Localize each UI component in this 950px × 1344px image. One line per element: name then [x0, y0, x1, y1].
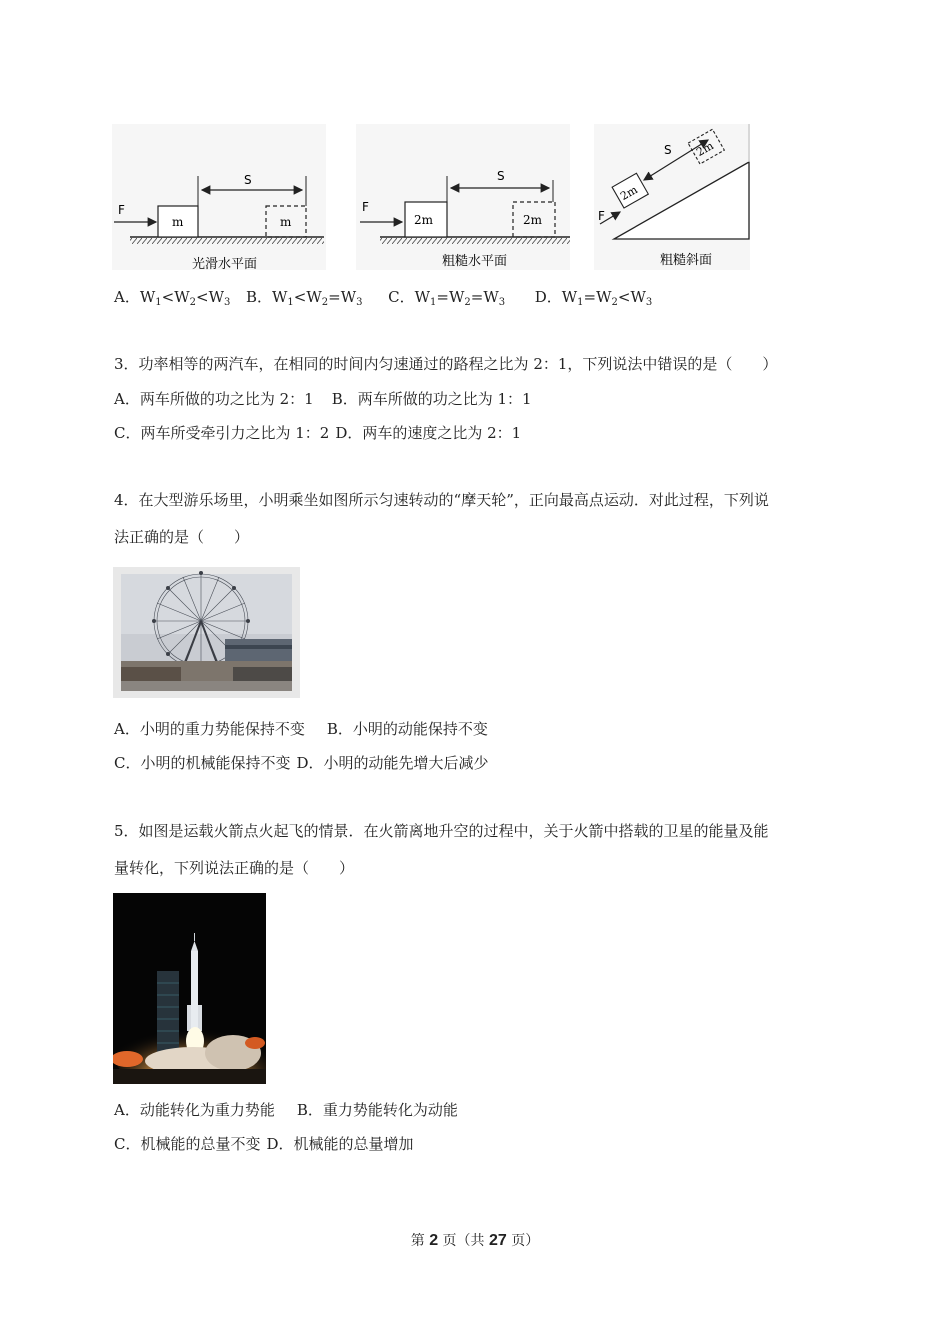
q3-option-d[interactable]: D．两车的速度之比为 2：1	[335, 424, 522, 442]
q5-option-a[interactable]: A．动能转化为重力势能	[114, 1101, 275, 1119]
q5-stem-line2: 量转化，下列说法正确的是（ ）	[114, 859, 355, 877]
svg-text:S: S	[244, 173, 252, 187]
svg-text:m: m	[280, 215, 292, 229]
q2-option-d[interactable]: D．$W_1=W_2<W_3$	[534, 288, 653, 308]
q5-stem-line1: 5．如图是运载火箭点火起飞的情景．在火箭离地升空的过程中，关于火箭中搭载的卫星的能量及能	[114, 822, 769, 840]
diagram-rough-incline	[594, 124, 750, 270]
page-total: 27	[489, 1232, 507, 1249]
svg-text:S: S	[497, 169, 505, 183]
force-label: F	[118, 203, 125, 217]
q4-stem-line2: 法正确的是（ ）	[114, 528, 250, 546]
q2-options	[114, 287, 652, 307]
q4-options-row1	[114, 719, 488, 739]
svg-text:2m: 2m	[414, 213, 434, 227]
q3-option-a[interactable]: A．两车所做的功之比为 2：1	[114, 390, 314, 408]
svg-text:m: m	[172, 215, 184, 229]
svg-text:2m: 2m	[523, 213, 543, 227]
q3-options-row2	[114, 423, 521, 443]
page-number: 2	[429, 1232, 439, 1249]
svg-text:2m: 2m	[694, 139, 716, 160]
q3-options-row1	[114, 389, 532, 409]
svg-text:F: F	[598, 209, 605, 223]
caption: 光滑水平面	[192, 257, 258, 272]
svg-text:F: F	[362, 200, 369, 214]
q2-option-b[interactable]: B．$W_1<W_2=W_3$	[245, 288, 363, 308]
q4-options-row2	[114, 753, 489, 773]
svg-text:粗糙水平面: 粗糙水平面	[442, 254, 508, 269]
svg-text:2m: 2m	[618, 183, 640, 204]
q3-stem: 3．功率相等的两汽车，在相同的时间内匀速通过的路程之比为 2：1，下列说法中错误的是（ ）	[114, 355, 778, 373]
page-footer: 第 2 页（共 27 页）	[410, 1232, 540, 1249]
q5-option-c[interactable]: C．机械能的总量不变	[114, 1135, 261, 1153]
q4-option-d[interactable]: D．小明的动能先增大后减少	[296, 754, 489, 772]
svg-text:粗糙斜面: 粗糙斜面	[660, 253, 713, 268]
diagram-rough-horizontal	[356, 124, 570, 270]
q2-option-c[interactable]: C．$W_1=W_2=W_3$	[388, 288, 506, 308]
diagram-smooth-horizontal	[112, 124, 326, 272]
q4-stem-line1: 4．在大型游乐场里，小明乘坐如图所示匀速转动的“摩天轮”，正向最高点运动．对此过程，下列说	[114, 491, 769, 509]
q4-option-c[interactable]: C．小明的机械能保持不变	[114, 754, 291, 772]
ferris-wheel-photo	[113, 567, 300, 698]
q3-option-c[interactable]: C．两车所受牵引力之比为 1：2	[114, 424, 330, 442]
q5-option-d[interactable]: D．机械能的总量增加	[266, 1135, 414, 1153]
q5-options-row1	[114, 1100, 458, 1120]
work-diagrams	[112, 124, 752, 274]
rocket-launch-photo	[113, 893, 266, 1084]
q3-option-b[interactable]: B．两车所做的功之比为 1：1	[331, 390, 532, 408]
q5-option-b[interactable]: B．重力势能转化为动能	[296, 1101, 458, 1119]
svg-text:S: S	[664, 143, 672, 157]
q5-options-row2	[114, 1134, 414, 1154]
q4-option-b[interactable]: B．小明的动能保持不变	[326, 720, 488, 738]
q4-option-a[interactable]: A．小明的重力势能保持不变	[114, 720, 305, 738]
q2-option-a[interactable]: A．$W_1<W_2<W_3$	[114, 288, 231, 308]
